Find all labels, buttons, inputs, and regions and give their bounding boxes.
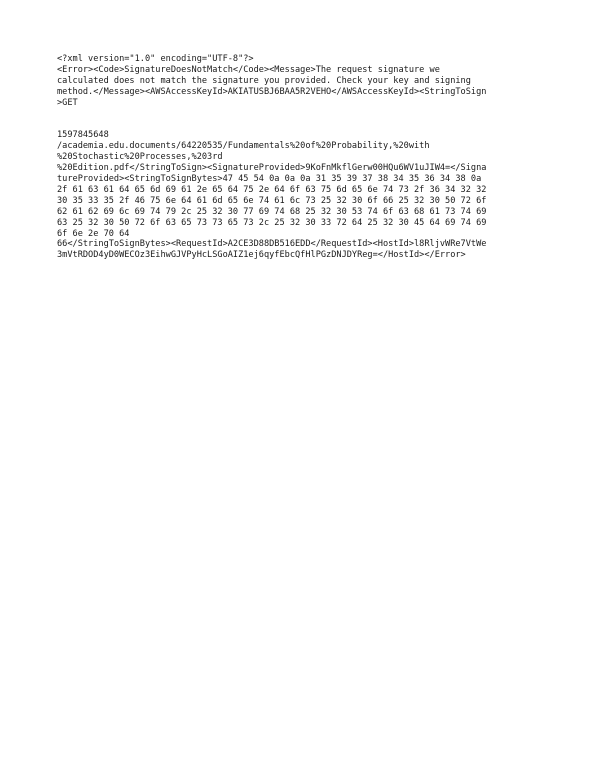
text-line: 1597845648 — [57, 130, 109, 141]
text-line: 63 25 32 30 50 72 6f 63 65 73 73 65 73 2c 25 32 30 33 72 64 25 32 30 45 64 69 74 69 — [57, 217, 487, 228]
text-line: %20Edition.pdf</StringToSign><SignatureProvided>9KoFnMkflGerw00HQu6WV1uJIW4=</Signa — [57, 163, 487, 174]
text-line: calculated does not match the signature you provided. Check your key and signing — [57, 75, 471, 86]
text-line: >GET — [57, 97, 78, 108]
text-line: 6f 6e 2e 70 64 — [57, 228, 130, 239]
text-line: 30 35 33 35 2f 46 75 6e 64 61 6d 65 6e 74 61 6c 73 25 32 30 6f 66 25 32 30 50 72 6f — [57, 195, 487, 206]
text-line: <Error><Code>SignatureDoesNotMatch</Code><Message>The request signature we — [57, 64, 440, 75]
text-line: method.</Message><AWSAccessKeyId>AKIATUSBJ6BAA5R2VEHO</AWSAccessKeyId><StringToSign — [57, 86, 487, 97]
xml-error-response — [57, 54, 557, 261]
text-line: /academia.edu.documents/64220535/Fundamentals%20of%20Probability,%20with — [57, 141, 430, 152]
text-line: 66</StringToSignBytes><RequestId>A2CE3D88DB516EDD</RequestId><HostId>l8RljvWRe7VtWe — [57, 239, 487, 250]
text-line: 2f 61 63 61 64 65 6d 69 61 2e 65 64 75 2e 64 6f 63 75 6d 65 6e 74 73 2f 36 34 32 32 — [57, 184, 487, 195]
text-line: <?xml version="1.0" encoding="UTF-8"?> — [57, 54, 254, 64]
text-line: 62 61 62 69 6c 69 74 79 2c 25 32 30 77 69 74 68 25 32 30 53 74 6f 63 68 61 73 74 69 — [57, 206, 487, 217]
text-line: 3mVtRDOD4yD0WECOz3EihwGJVPyHcLSGoAIZ1ej6qyfEbcQfHlPGzDNJDYReg=</HostId></Error> — [57, 250, 466, 261]
text-line: %20Stochastic%20Processes,%203rd — [57, 152, 223, 163]
text-line: tureProvided><StringToSignBytes>47 45 54 0a 0a 0a 31 35 39 37 38 34 35 36 34 38 0a — [57, 173, 482, 184]
